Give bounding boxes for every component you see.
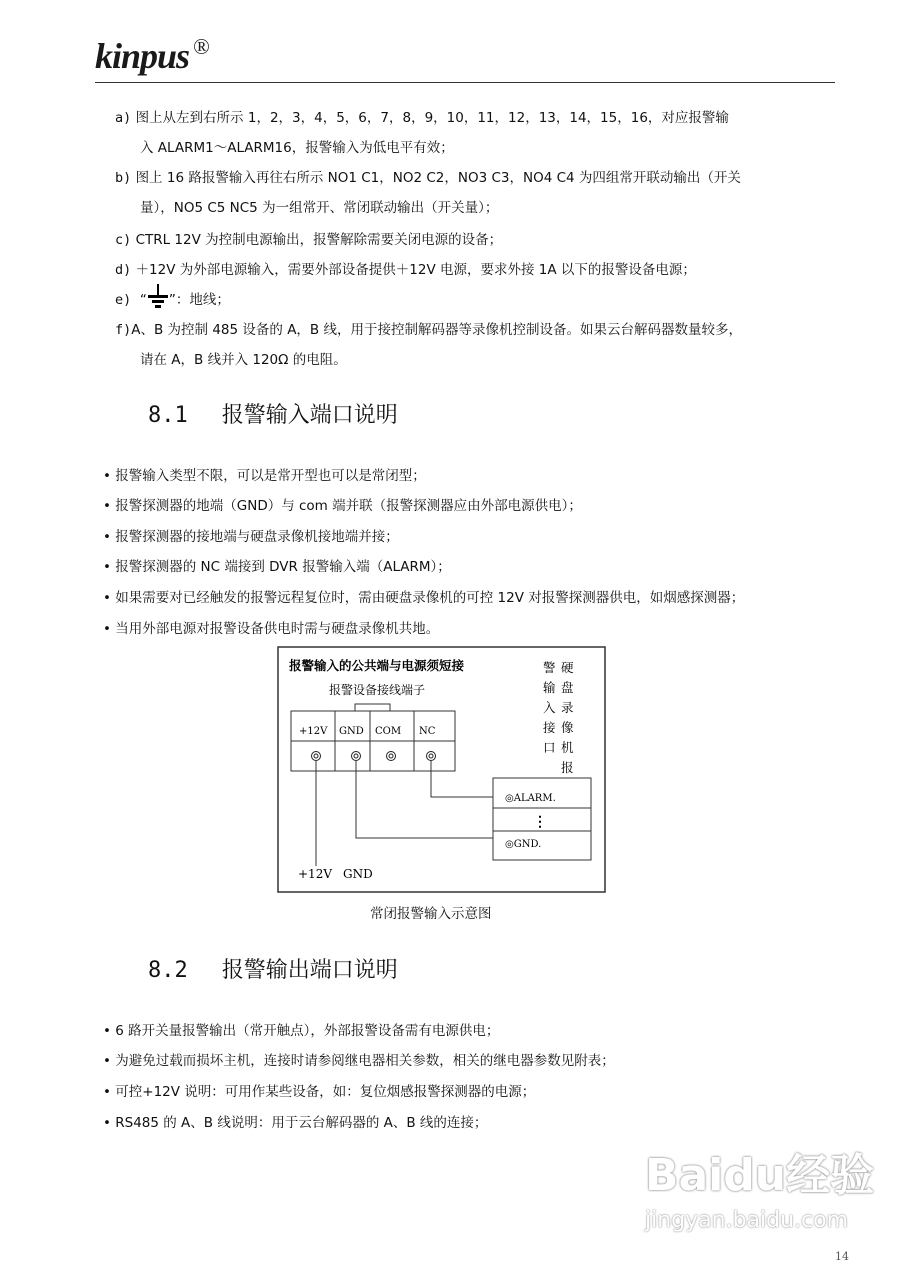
bullet: • 报警探测器的地端（GND）与 com 端并联（报警探测器应由外部电源供电）； [103, 498, 582, 514]
bullet: • 6 路开关量报警输出（常开触点），外部报警设备需有电源供电； [103, 1023, 500, 1039]
dvr-port-alarm: ◎ALARM. [505, 793, 556, 804]
svg-text:盘: 盘 [561, 680, 574, 695]
item-label: d) [115, 262, 132, 278]
svg-text:像: 像 [561, 720, 574, 735]
diagram-frame [278, 647, 605, 892]
item-c [115, 228, 502, 248]
item-label: e) [115, 292, 132, 308]
item-text: ”：地线； [168, 292, 230, 308]
registered-mark: ® [193, 34, 209, 59]
diagram-caption: 常闭报警输入示意图 [370, 906, 492, 922]
bullet: • 为避免过载而损坏主机，连接时请参阅继电器相关参数，相关的继电器参数见附表； [103, 1053, 615, 1069]
bullet: • 报警输入类型不限，可以是常开型也可以是常闭型； [103, 468, 426, 484]
section-heading-8-1 [148, 398, 398, 429]
bottom-label-gnd: GND [343, 867, 373, 881]
svg-text:报: 报 [561, 760, 574, 775]
baidu-watermark-logo: Baidu经验 [645, 1150, 875, 1201]
bullet: • 可控+12V 说明：可用作某些设备，如：复位烟感报警探测器的电源； [103, 1084, 536, 1100]
svg-text:机: 机 [561, 740, 574, 755]
item-label: b) [115, 170, 132, 186]
svg-text:硬: 硬 [561, 660, 574, 675]
quote-open: “ [139, 292, 147, 308]
item-label: f) [115, 322, 132, 338]
svg-text:入: 入 [543, 700, 556, 715]
terminal-gnd: GND [339, 726, 364, 737]
dvr-port-ellipsis: ⋮ [533, 814, 547, 830]
item-e [115, 288, 230, 310]
page-number: 14 [835, 1250, 849, 1263]
item-text: ＋12V 为外部电源输入，需要外部设备提供＋12V 电源，要求外接 1A 以下的报警设备电源； [135, 262, 696, 278]
item-b [115, 166, 741, 186]
svg-text:录: 录 [561, 700, 574, 715]
baidu-watermark-url: jingyan.baidu.com [645, 1208, 849, 1233]
section-title: 报警输出端口说明 [221, 958, 398, 983]
section-number: 8.2 [148, 958, 188, 983]
diagram-title: 报警输入的公共端与电源须短接 [289, 658, 465, 673]
bullet: • 当用外部电源对报警设备供电时需与硬盘录像机共地。 [103, 621, 440, 637]
svg-text:接: 接 [543, 720, 556, 735]
item-f-cont: 请在 A，B 线并入 120Ω 的电阻。 [140, 352, 347, 368]
item-text: A、B 为控制 485 设备的 A，B 线，用于接控制解码器等录像机控制设备。如果云台解码器数量较多， [131, 322, 742, 338]
bullet: • 报警探测器的 NC 端接到 DVR 报警输入端（ALARM）； [103, 559, 451, 575]
logo-text: kinpus [95, 36, 190, 76]
section-heading-8-2 [148, 953, 398, 984]
terminal-label: 报警设备接线端子 [329, 683, 426, 697]
bottom-label-12v: +12V [298, 867, 332, 881]
item-d [115, 258, 696, 278]
item-label: a) [115, 110, 132, 126]
alarm-wiring-diagram [277, 646, 607, 894]
item-b-cont: 量），NO5 C5 NC5 为一组常开、常闭联动输出（开关量）； [140, 200, 499, 216]
svg-text:警: 警 [543, 660, 556, 675]
item-label: c) [115, 232, 132, 248]
section-title: 报警输入端口说明 [221, 403, 398, 428]
svg-text:输: 输 [543, 680, 556, 695]
terminal-12v: +12V [299, 726, 328, 737]
ground-symbol-icon [147, 284, 169, 310]
item-text: 图上 16 路报警输入再往右所示 NO1 C1，NO2 C2，NO3 C3，NO4 C4 为四组常开联动输出（开关 [135, 170, 741, 186]
item-a-cont: 入 ALARM1～ALARM16，报警输入为低电平有效； [140, 140, 454, 156]
header-rule [95, 82, 835, 83]
svg-text:口: 口 [543, 740, 556, 755]
item-text: CTRL 12V 为控制电源输出，报警解除需要关闭电源的设备； [135, 232, 503, 248]
item-a [115, 106, 729, 126]
item-f [115, 318, 742, 338]
bullet: • 报警探测器的接地端与硬盘录像机接地端并接； [103, 529, 399, 545]
dvr-port-gnd: ◎GND. [505, 839, 542, 850]
kinpus-logo [95, 34, 209, 77]
section-number: 8.1 [148, 403, 188, 428]
terminal-nc: NC [419, 726, 436, 737]
bullet: • RS485 的 A、B 线说明：用于云台解码器的 A、B 线的连接； [103, 1115, 488, 1131]
terminal-com: COM [375, 726, 402, 737]
bullet: • 如果需要对已经触发的报警远程复位时，需由硬盘录像机的可控 12V 对报警探测器供电，如烟感探测器； [103, 590, 745, 606]
item-text: 图上从左到右所示 1，2，3，4，5，6，7，8，9，10，11，12，13，14，15，16，对应报警输 [135, 110, 729, 126]
